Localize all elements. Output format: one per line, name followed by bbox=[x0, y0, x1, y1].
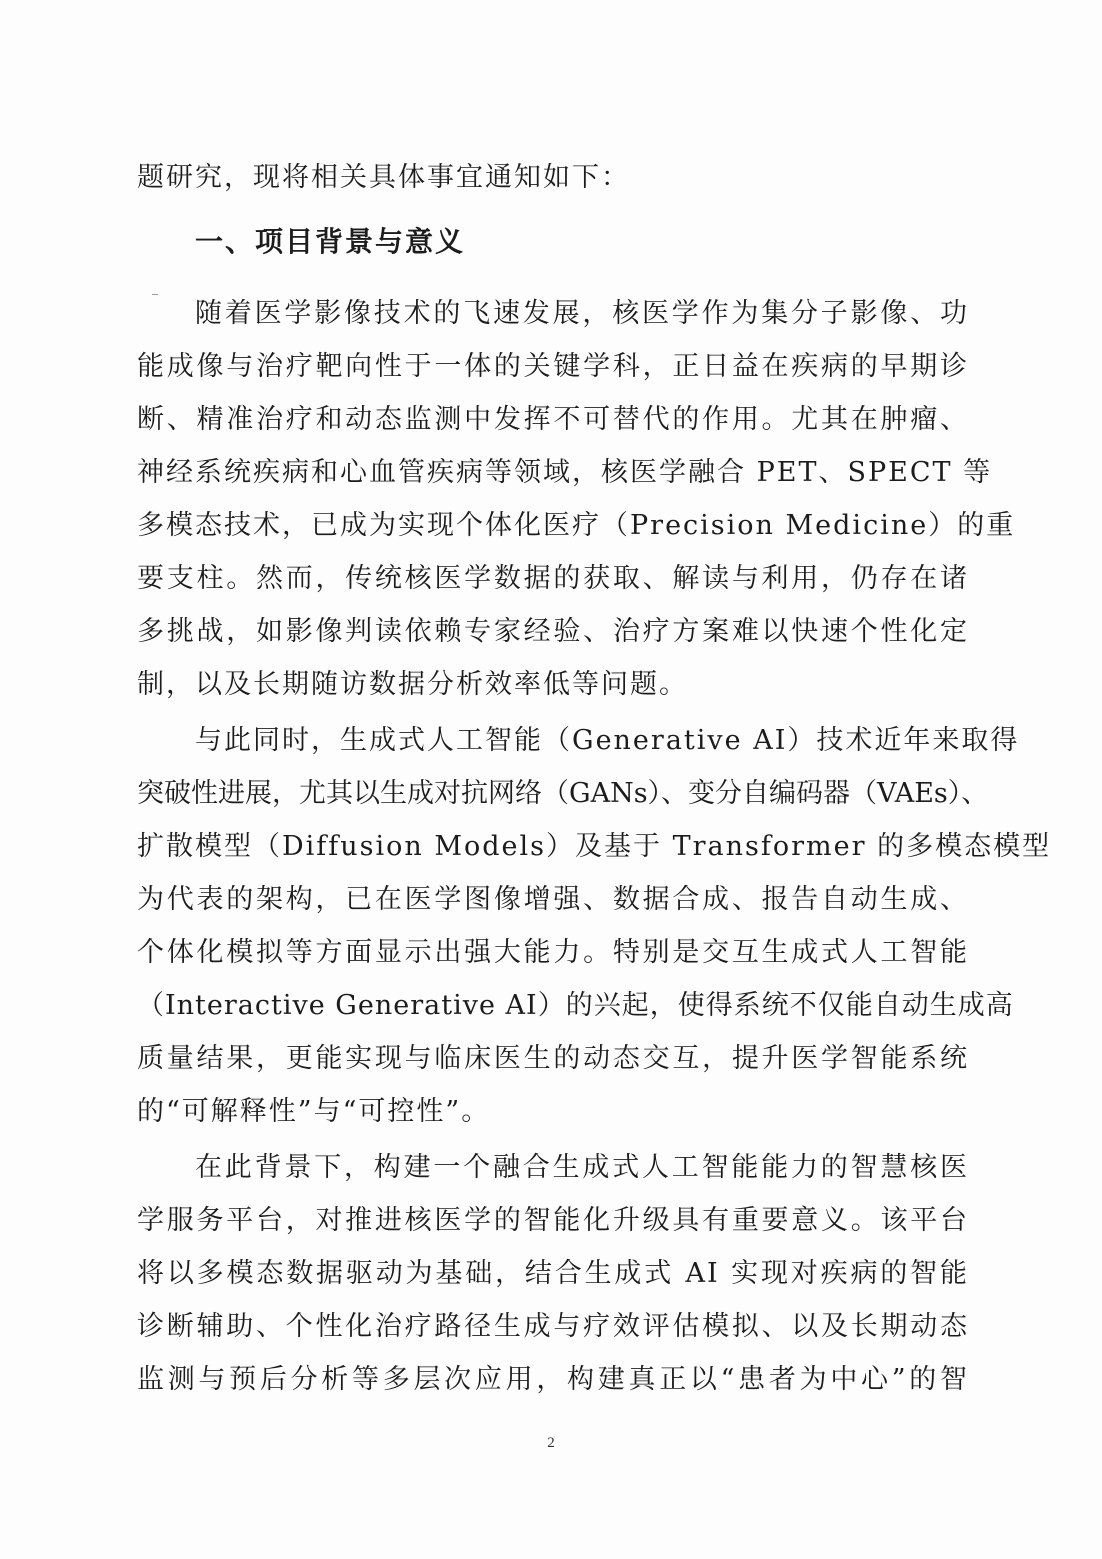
paragraph-line: 个体化模拟等方面显示出强大能力。特别是交互生成式人工智能 bbox=[137, 937, 969, 968]
paragraph-line: 随着医学影像技术的飞速发展，核医学作为集分子影像、功 bbox=[195, 298, 969, 329]
paragraph-line: 神经系统疾病和心血管疾病等领域，核医学融合 PET、SPECT 等 bbox=[137, 457, 993, 488]
page-number: 2 bbox=[547, 1435, 555, 1451]
paragraph-line: 制，以及长期随访数据分析效率低等问题。 bbox=[137, 669, 688, 700]
paragraph-line: 学服务平台，对推进核医学的智能化升级具有重要意义。该平台 bbox=[137, 1205, 969, 1236]
paragraph-line: 监测与预后分析等多层次应用，构建真正以“患者为中心”的智 bbox=[137, 1364, 969, 1395]
paragraph-line: 扩散模型（Diffusion Models）及基于 Transformer 的多模态模型 bbox=[137, 831, 1052, 862]
paragraph-line: 为代表的架构，已在医学图像增强、数据合成、报告自动生成、 bbox=[137, 884, 969, 915]
paragraph-line: 突破性进展，尤其以生成对抗网络（GANs）、变分自编码器（VAEs）、 bbox=[137, 778, 989, 809]
paragraph-line: 要支柱。然而，传统核医学数据的获取、解读与利用，仍存在诸 bbox=[137, 563, 969, 594]
paragraph-line: 诊断辅助、个性化治疗路径生成与疗效评估模拟、以及长期动态 bbox=[137, 1311, 969, 1342]
scan-speck bbox=[152, 294, 158, 295]
paragraph-line: 的“可解释性”与“可控性”。 bbox=[137, 1096, 491, 1127]
paragraph-line: 能成像与治疗靶向性于一体的关键学科，正日益在疾病的早期诊 bbox=[137, 351, 969, 382]
intro-tail-line: 题研究，现将相关具体事宜通知如下： bbox=[137, 162, 630, 193]
paragraph-line: 在此背景下，构建一个融合生成式人工智能能力的智慧核医 bbox=[195, 1152, 969, 1183]
paragraph-line: 质量结果，更能实现与临床医生的动态交互，提升医学智能系统 bbox=[137, 1043, 969, 1074]
paragraph-line: 断、精准治疗和动态监测中发挥不可替代的作用。尤其在肿瘤、 bbox=[137, 404, 969, 435]
paragraph-line: 将以多模态数据驱动为基础，结合生成式 AI 实现对疾病的智能 bbox=[137, 1258, 969, 1289]
paragraph-line: 多模态技术，已成为实现个体化医疗（Precision Medicine）的重 bbox=[137, 510, 1016, 541]
paragraph-line: （Interactive Generative AI）的兴起，使得系统不仅能自动生成高 bbox=[137, 990, 1014, 1021]
section-heading: 一、项目背景与意义 bbox=[195, 225, 466, 258]
paragraph-line: 多挑战，如影像判读依赖专家经验、治疗方案难以快速个性化定 bbox=[137, 616, 969, 647]
paragraph-line: 与此同时，生成式人工智能（Generative AI）技术近年来取得 bbox=[195, 725, 1020, 756]
